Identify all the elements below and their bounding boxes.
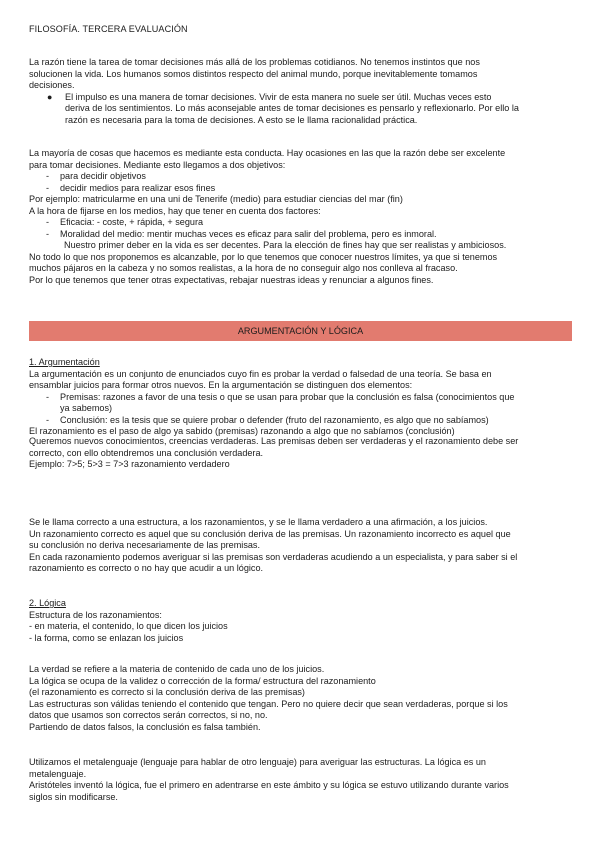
dash-item — [29, 183, 574, 195]
text-line: Premisas: razones a favor de una tesis o que se usan para probar que la conclusión es falsa (conocimientos que — [60, 391, 515, 402]
dash-marker: - — [46, 228, 50, 239]
text-line: La mayoría de cosas que hacemos es mediante esta conducta. Hay ocasiones en las que la razón debe ser excelente — [29, 148, 506, 158]
text-line: Queremos nuevos conocimientos, creencias verdaderas. Las premisas deben ser verdaderas y el razonamiento debe ser — [29, 436, 519, 446]
text-line: muchos pájaros en la cabeza y no somos realistas, a la hora de no conseguir algo nos conlleva al fracaso. — [29, 263, 458, 273]
dash-marker: - — [46, 391, 50, 402]
text-line: siglos sin modificarse. — [29, 791, 118, 802]
dash-marker: - — [46, 171, 50, 181]
section-banner: ARGUMENTACIÓN Y LÓGICA — [29, 321, 572, 341]
text-line: La verdad se refiere a la materia de contenido de cada uno de los juicios. — [29, 664, 325, 674]
dash-item — [29, 229, 574, 241]
text-line: razonamiento es correcto o no hay que acudir a un lógico. — [29, 563, 264, 573]
bullet-item — [29, 92, 574, 127]
text-line: Eficacia: - coste, + rápida, + segura — [60, 217, 204, 227]
text-line: Por lo que tenemos que tener otras expectativas, rebajar nuestras ideas y renunciar a algunos fines. — [29, 274, 434, 285]
text-line: El razonamiento es el paso de algo ya sabido (premisas) razonando a algo que no sabíamos (conclusión) — [29, 426, 455, 436]
document-title: FILOSOFÍA. TERCERA EVALUACIÓN — [29, 24, 188, 34]
text-line: datos que usamos son correctos serán correctos, si no, no. — [29, 710, 268, 720]
dash-item — [29, 415, 574, 427]
correctness-paragraph — [29, 517, 574, 575]
text-line: decisiones. — [29, 80, 75, 90]
intro-paragraph — [29, 57, 574, 126]
text-line: su conclusión no deriva necesariamente de las premisas. — [29, 540, 261, 550]
dash-item — [29, 392, 574, 415]
dash-item — [29, 217, 574, 229]
bullet-dot-icon: ● — [47, 91, 53, 102]
text-line: Por ejemplo: matricularme en una uni de Tenerife (medio) para estudiar ciencias del mar (fin) — [29, 194, 403, 204]
text-line: Aristóteles inventó la lógica, fue el primero en adentrarse en este ámbito y su lógica se estuvo utilizando durante varios — [29, 780, 509, 790]
text-line: Moralidad del medio: mentir muchas veces es eficaz para salir del problema, pero es inmoral. — [60, 228, 437, 239]
logic-section — [29, 598, 574, 644]
text-line: para decidir objetivos — [60, 171, 146, 181]
text-line: metalenguaje. — [29, 768, 87, 779]
text-line: Las estructuras son válidas teniendo el contenido que tengan. Pero no quiere decir que sean verdaderas, porque si los — [29, 698, 508, 709]
text-line: A la hora de fijarse en los medios, hay que tener en cuenta dos factores: — [29, 205, 321, 216]
metalanguage-paragraph — [29, 757, 574, 803]
section-heading: 2. Lógica — [29, 598, 66, 608]
text-line: ya sabemos) — [60, 403, 113, 413]
text-line: En cada razonamiento podemos averiguar si las premisas son verdaderas acudiendo a un especialista, y para saber si el — [29, 551, 518, 562]
argumentation-section — [29, 357, 574, 438]
text-line: - la forma, como se enlazan los juicios — [29, 632, 184, 643]
text-line: solucionen la vida. Los humanos somos distintos respecto del animal mundo, porque inevitablemente tomamos — [29, 68, 478, 79]
dash-marker: - — [46, 414, 50, 425]
text-line: Utilizamos el metalenguaje (lenguaje para hablar de otro lenguaje) para averiguar las estructuras. La lógica es un — [29, 757, 486, 767]
text-line: Se le llama correcto a una estructura, a los razonamientos, y se le llama verdadero a una afirmación, a los juicios. — [29, 517, 488, 527]
text-line: Ejemplo: 7>5; 5>3 = 7>3 razonamiento verdadero — [29, 459, 230, 469]
text-line: La lógica se ocupa de la validez o corrección de la forma/ estructura del razonamiento — [29, 675, 376, 686]
text-line: Partiendo de datos falsos, la conclusión es falsa también. — [29, 721, 261, 732]
dash-marker: - — [46, 217, 50, 227]
text-line: decidir medios para realizar esos fines — [60, 182, 216, 193]
text-line: (el razonamiento es correcto si la conclusión deriva de las premisas) — [29, 687, 305, 697]
text-line: correcto, con ello obtendremos una conclusión verdadera. — [29, 447, 264, 458]
truth-paragraph — [29, 664, 574, 733]
text-line: La razón tiene la tarea de tomar decisiones más allá de los problemas cotidianos. No tenemos instintos que nos — [29, 57, 480, 67]
text-line: El impulso es una manera de tomar decisiones. Vivir de esta manera no suele ser útil. Muchas veces esto — [65, 91, 492, 102]
text-line: para tomar decisiones. Mediante esto llegamos a dos objetivos: — [29, 159, 286, 170]
dash-item — [29, 171, 574, 183]
objectives-paragraph — [29, 148, 574, 286]
text-line: razón es necesaria para la toma de decisiones. A esto se le llama racionalidad práctica. — [65, 114, 418, 125]
text-line: - en materia, el contenido, lo que dicen los juicios — [29, 621, 228, 631]
section-heading: 1. Argumentación — [29, 357, 100, 367]
text-line: deriva de los sentimientos. Lo más aconsejable antes de tomar decisiones es pensarlo y reflexionarlo. Por ello la — [65, 103, 519, 113]
text-line: No todo lo que nos proponemos es alcanzable, por lo que tenemos que conocer nuestros límites, ya que si tenemos — [29, 251, 498, 262]
text-line: Estructura de los razonamientos: — [29, 609, 162, 620]
text-line: ensamblar juicios para formar otros nuevos. En la argumentación se distinguen dos elementos: — [29, 380, 413, 390]
dash-marker: - — [46, 182, 50, 193]
text-line: Conclusión: es la tesis que se quiere probar o defender (fruto del razonamiento, es algo que no sabíamos) — [60, 414, 489, 425]
knowledge-paragraph — [29, 436, 574, 471]
text-line: Nuestro primer deber en la vida es ser decentes. Para la elección de fines hay que ser realistas y ambiciosos. — [64, 240, 507, 250]
text-line: La argumentación es un conjunto de enunciados cuyo fin es probar la verdad o falsedad de una teoría. Se basa en — [29, 368, 492, 379]
text-line: Un razonamiento correcto es aquel que su conclusión deriva de las premisas. Un razonamiento incorrecto es aquel que — [29, 528, 511, 539]
